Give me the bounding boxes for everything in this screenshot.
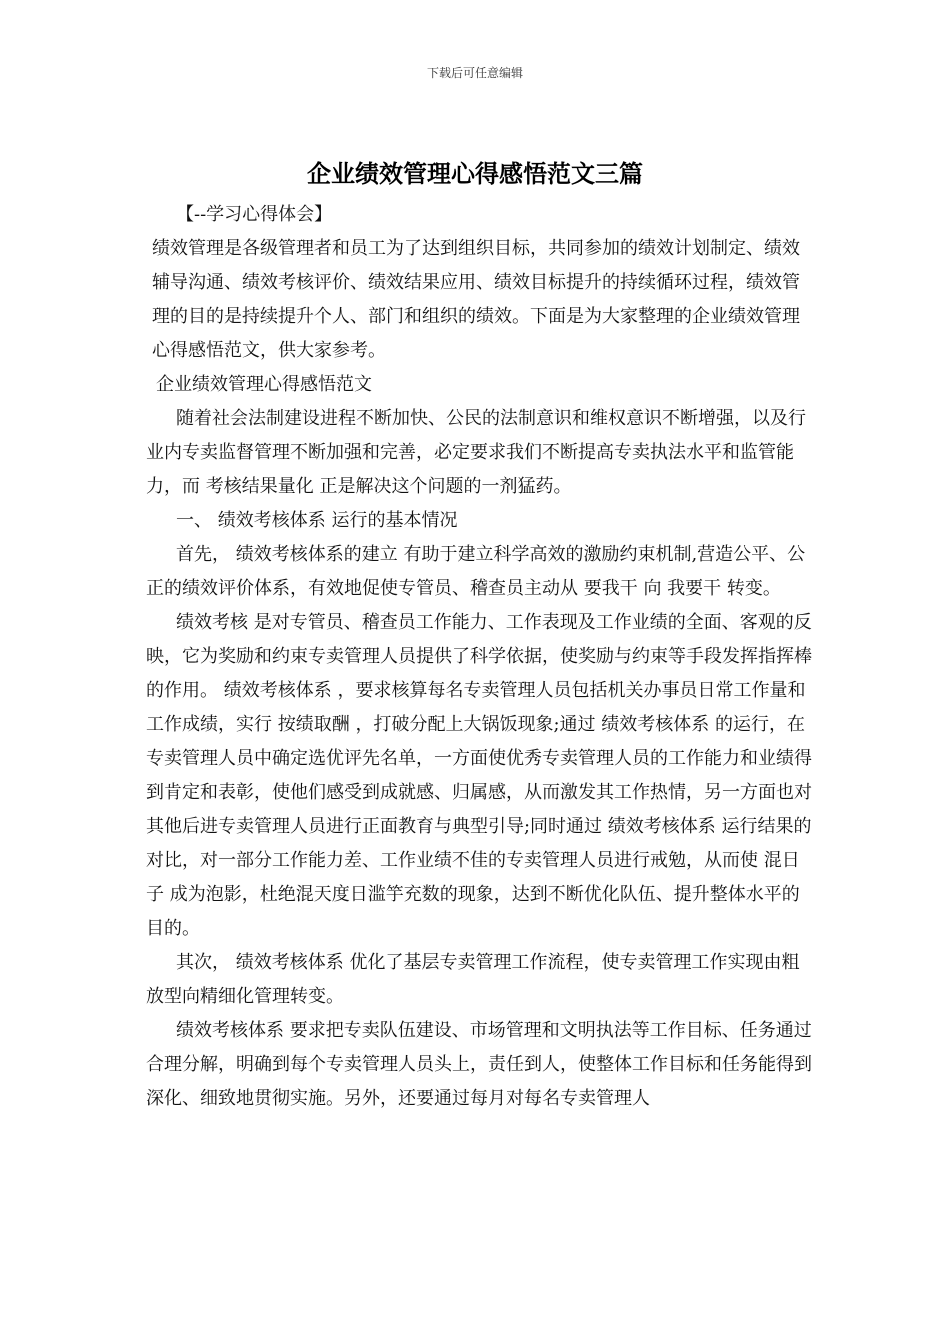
body-paragraph: 首先， 绩效考核体系的建立 有助于建立科学高效的激励约束机制,营造公平、公正的绩效评价体系，有效地促使专管员、稽查员主动从 要我干 向 我要干 转变。 <box>146 544 806 599</box>
section-label: 【--学习心得体会】 <box>176 204 333 225</box>
subheading: 企业绩效管理心得感悟范文 <box>156 374 372 395</box>
body-paragraph: 绩效考核 是对专管员、稽查员工作能力、工作表现及工作业绩的全面、客观的反映，它为奖励和约束专卖管理人员提供了科学依据，使奖励与约束等手段发挥指挥棒的作用。 绩效考核体系 ，要求核算每名专卖管理人员包括机关办事员日常工作量和工作成绩，实行 按绩取酬 ，打破分配上大锅饭现象;通过 绩效考核体系 的运行，在专卖管理人员中确定选优评先名单，一方面使优秀专卖管理人员的工作能力和业绩得到肯定和表彰，使他们感受到成就感、归属感，从而激发其工作热情，另一方面也对其他后进专卖管理人员进行正面教育与典型引导;同时通过 绩效考核体系 运行结果的对比，对一部分工作能力差、工作业绩不佳的专卖管理人员进行戒勉，从而使 混日子 成为泡影，杜绝混天度日滥竽充数的现象，达到不断优化队伍、提升整体水平的目的。 <box>146 612 812 939</box>
section-heading: 一、 绩效考核体系 运行的基本情况 <box>176 510 458 531</box>
document-title: 企业绩效管理心得感悟范文三篇 <box>307 159 643 188</box>
intro-paragraph: 绩效管理是各级管理者和员工为了达到组织目标，共同参加的绩效计划制定、绩效辅导沟通、绩效考核评价、绩效结果应用、绩效目标提升的持续循环过程，绩效管理的目的是持续提升个人、部门和组织的绩效。下面是为大家整理的企业绩效管理心得感悟范文，供大家参考。 <box>152 238 800 361</box>
document-body <box>146 198 816 1116</box>
body-paragraph: 绩效考核体系 要求把专卖队伍建设、市场管理和文明执法等工作目标、任务通过合理分解，明确到每个专卖管理人员头上，责任到人，使整体工作目标和任务能得到深化、细致地贯彻实施。另外，还要通过每月对每名专卖管理人 <box>146 1020 812 1109</box>
body-paragraph: 其次， 绩效考核体系 优化了基层专卖管理工作流程，使专卖管理工作实现由粗放型向精细化管理转变。 <box>146 952 800 1007</box>
header-note: 下载后可任意编辑 <box>426 66 523 80</box>
body-paragraph: 随着社会法制建设进程不断加快、公民的法制意识和维权意识不断增强，以及行业内专卖监督管理不断加强和完善，必定要求我们不断提高专卖执法水平和监管能力，而 考核结果量化 正是解决这个问题的一剂猛药。 <box>146 408 806 497</box>
